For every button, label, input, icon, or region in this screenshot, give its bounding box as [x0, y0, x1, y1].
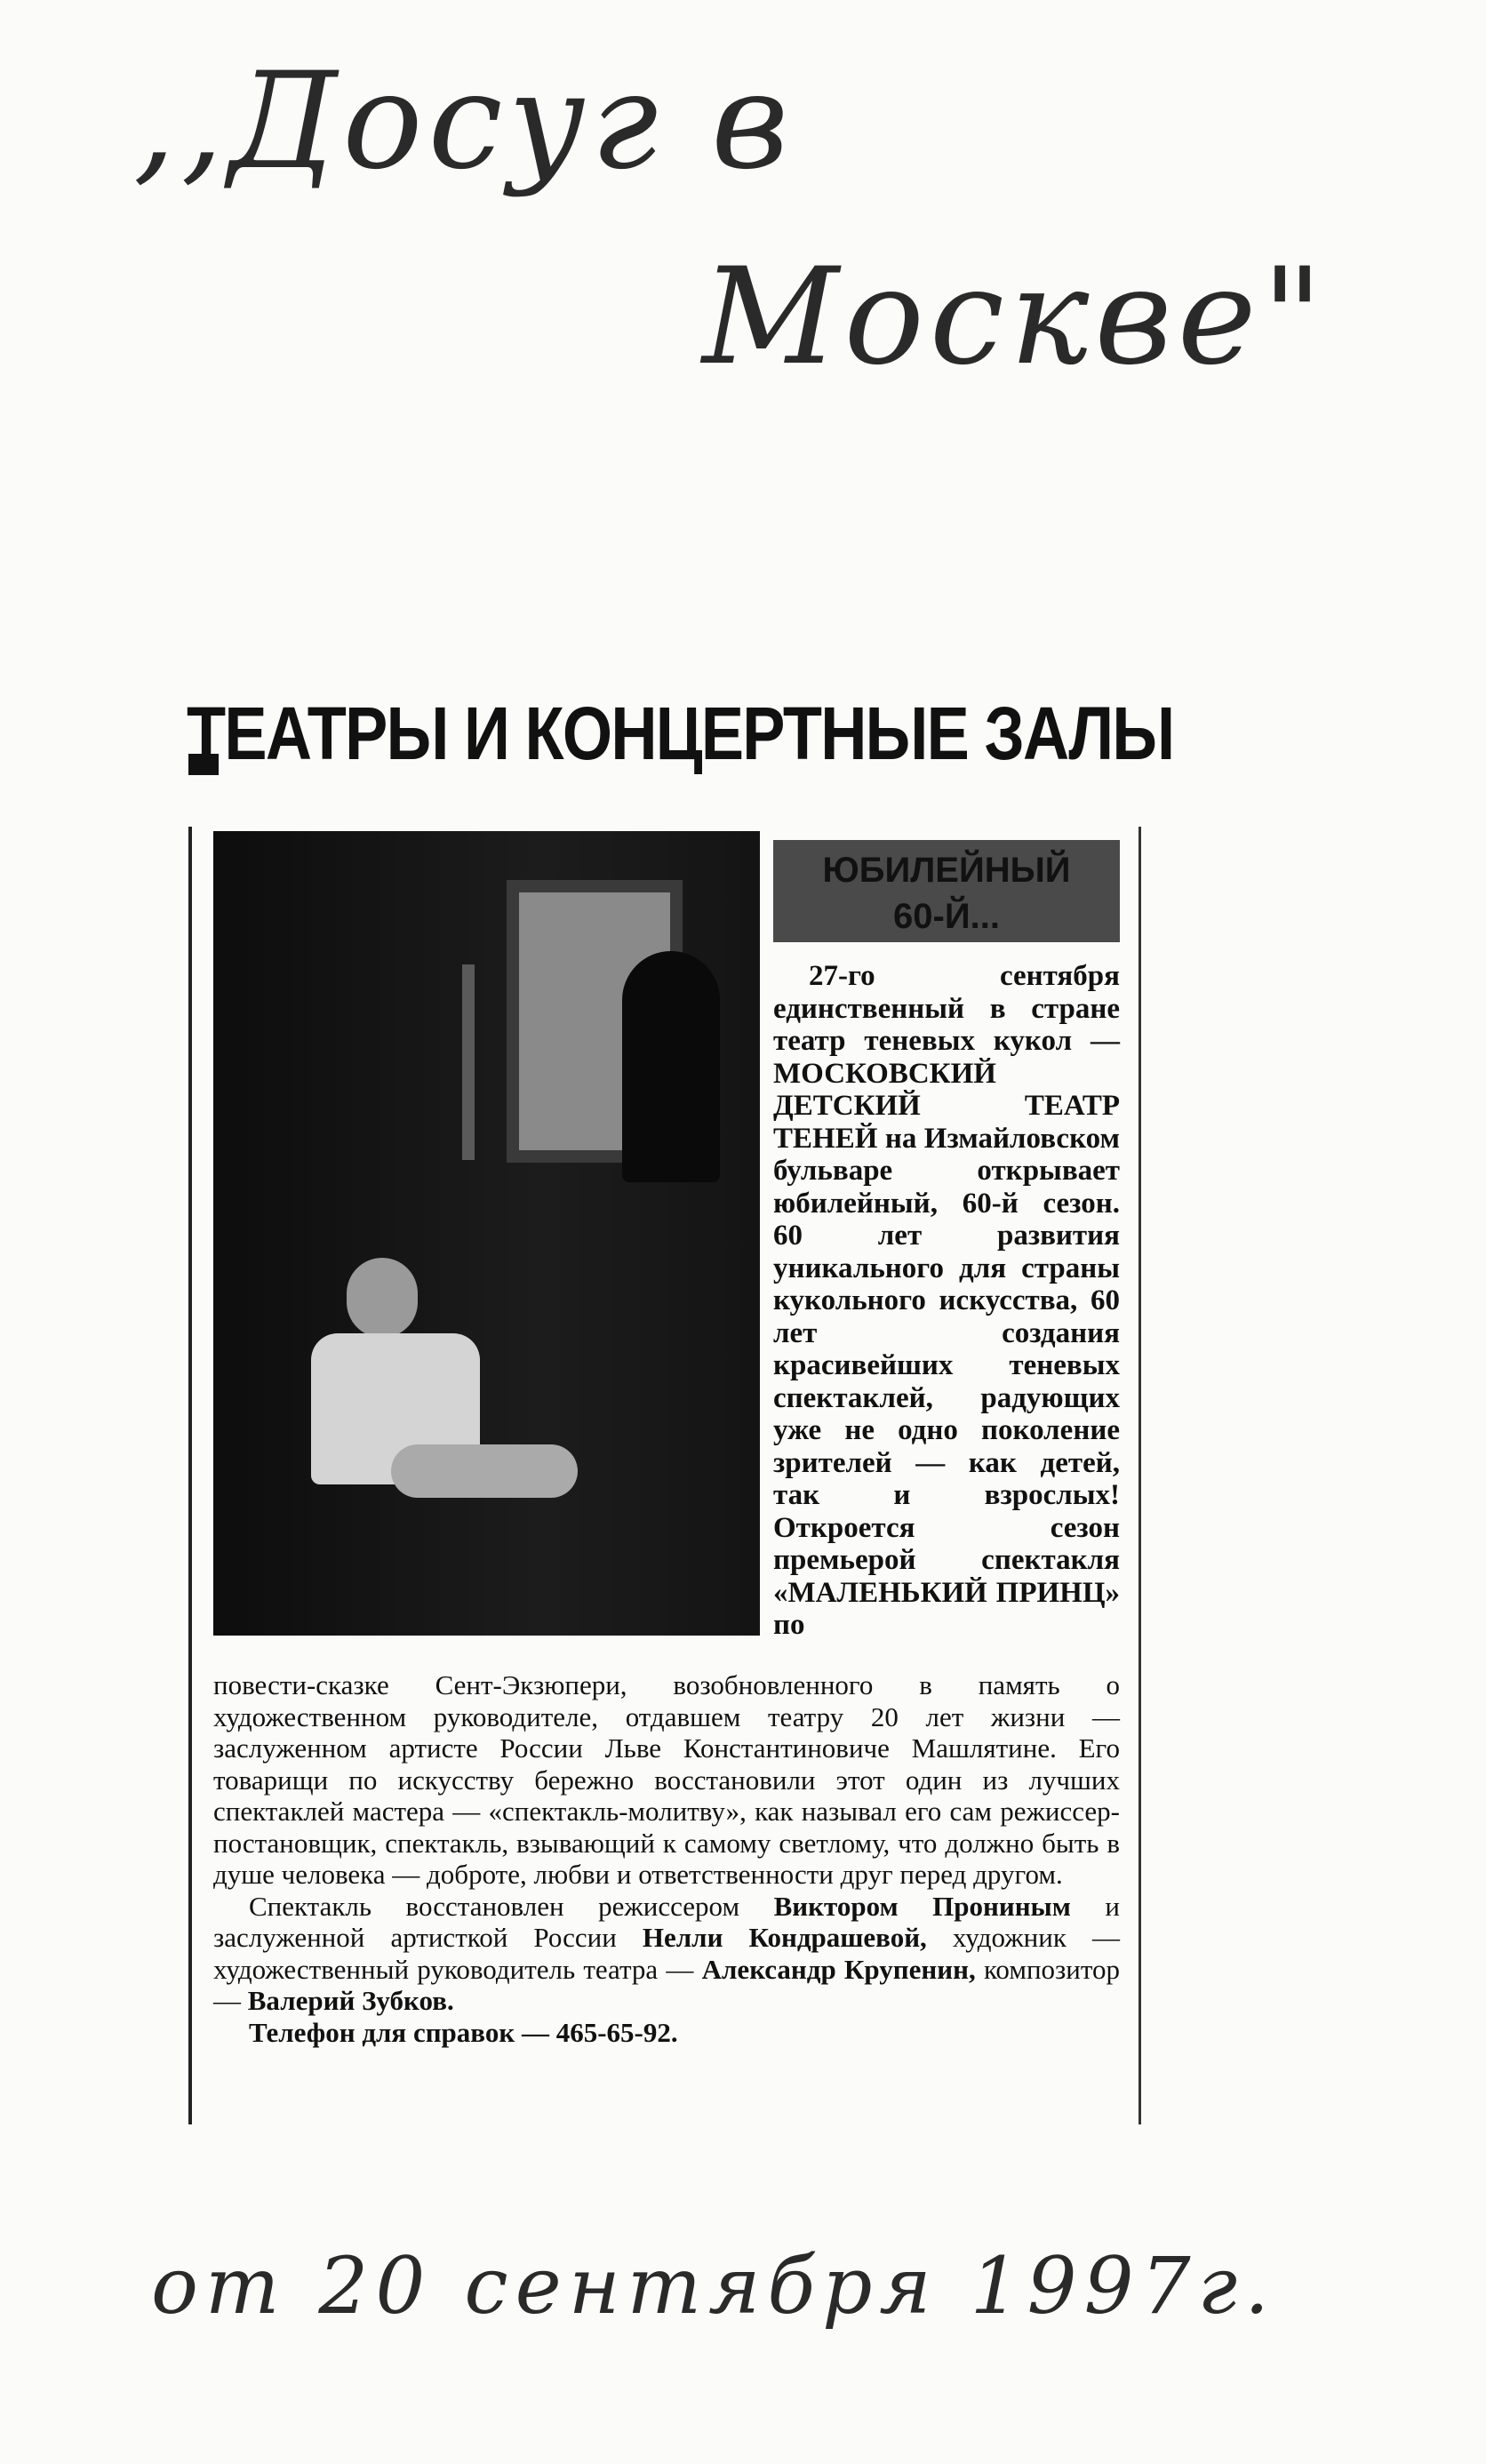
phone-label: Телефон для справок — — [249, 2016, 549, 2048]
credits-composer: Валерий Зубков. — [247, 1985, 454, 2016]
photo-silhouette — [622, 951, 720, 1182]
article-phone — [213, 2017, 1120, 2049]
phone-number: 465-65-92. — [555, 2016, 678, 2048]
photo-figure-head — [347, 1258, 418, 1338]
article-lead-paragraph: 27-го сентября единственный в стране театр теневых кукол — МОСКОВСКИЙ ДЕТСКИЙ ТЕАТР ТЕНЕЙ на Измайловском бульваре открывает юбилейный, 60-й сезон. 60 лет развития уникального для страны кукольного искусства, 60 лет создания красивейших теневых спектаклей, радующих уже не одно поколение зрителей — как детей, так и взрослых! Откроется сезон премьерой спектакля «МАЛЕНЬКИЙ ПРИНЦ» по — [773, 960, 1120, 1641]
credits-actress: Нелли Кондрашевой, — [642, 1922, 927, 1953]
section-heading: ТЕАТРЫ И КОНЦЕРТНЫЕ ЗАЛЫ — [187, 692, 1174, 775]
credits-mid1: и заслуженной артисткой России — [213, 1890, 1121, 1953]
credits-director: Виктором Прониным — [773, 1890, 1071, 1922]
article-subtitle — [773, 840, 1120, 942]
article-subtitle-line2: 60-Й... — [893, 897, 1000, 936]
article-column-text — [773, 960, 1120, 1642]
handwritten-source-name: ,,Досуг в — [133, 44, 795, 199]
photo-post — [462, 964, 475, 1160]
credits-artist: Александр Крупенин, — [701, 1953, 976, 1985]
theatre-photo-icon — [213, 831, 760, 1636]
handwritten-source-name-cont: Москве" — [702, 240, 1329, 395]
credits-mid3: композитор — — [213, 1953, 1121, 2016]
article-subtitle-line1: ЮБИЛЕЙНЫЙ — [822, 851, 1071, 890]
photo-figure-arm — [391, 1444, 578, 1498]
article-body-paragraph: повести-сказке Сент-Экзюпери, возобновленного в память о художественном руководителе, отдавшем театру 20 лет жизни — заслуженном артисте России Льве Константиновиче Машлятине. Его товарищи по искусству бережно восстановили этот один из лучших спектаклей мастера — «спектакль-молитву», как называл его сам режиссер-постановщик, спектакль, взывающий к самому светлому, что должно быть в душе человека — доброте, любви и ответственности друг перед другом. — [213, 1669, 1120, 1890]
article-credits — [213, 1891, 1120, 2017]
credits-prefix: Спектакль восстановлен режиссером — [249, 1890, 740, 1922]
handwritten-date: от 20 сентября 1997г. — [151, 2240, 1277, 2332]
credits-mid2: художник — художественный руководитель театра — — [213, 1922, 1120, 1985]
article-body — [213, 1669, 1120, 2048]
